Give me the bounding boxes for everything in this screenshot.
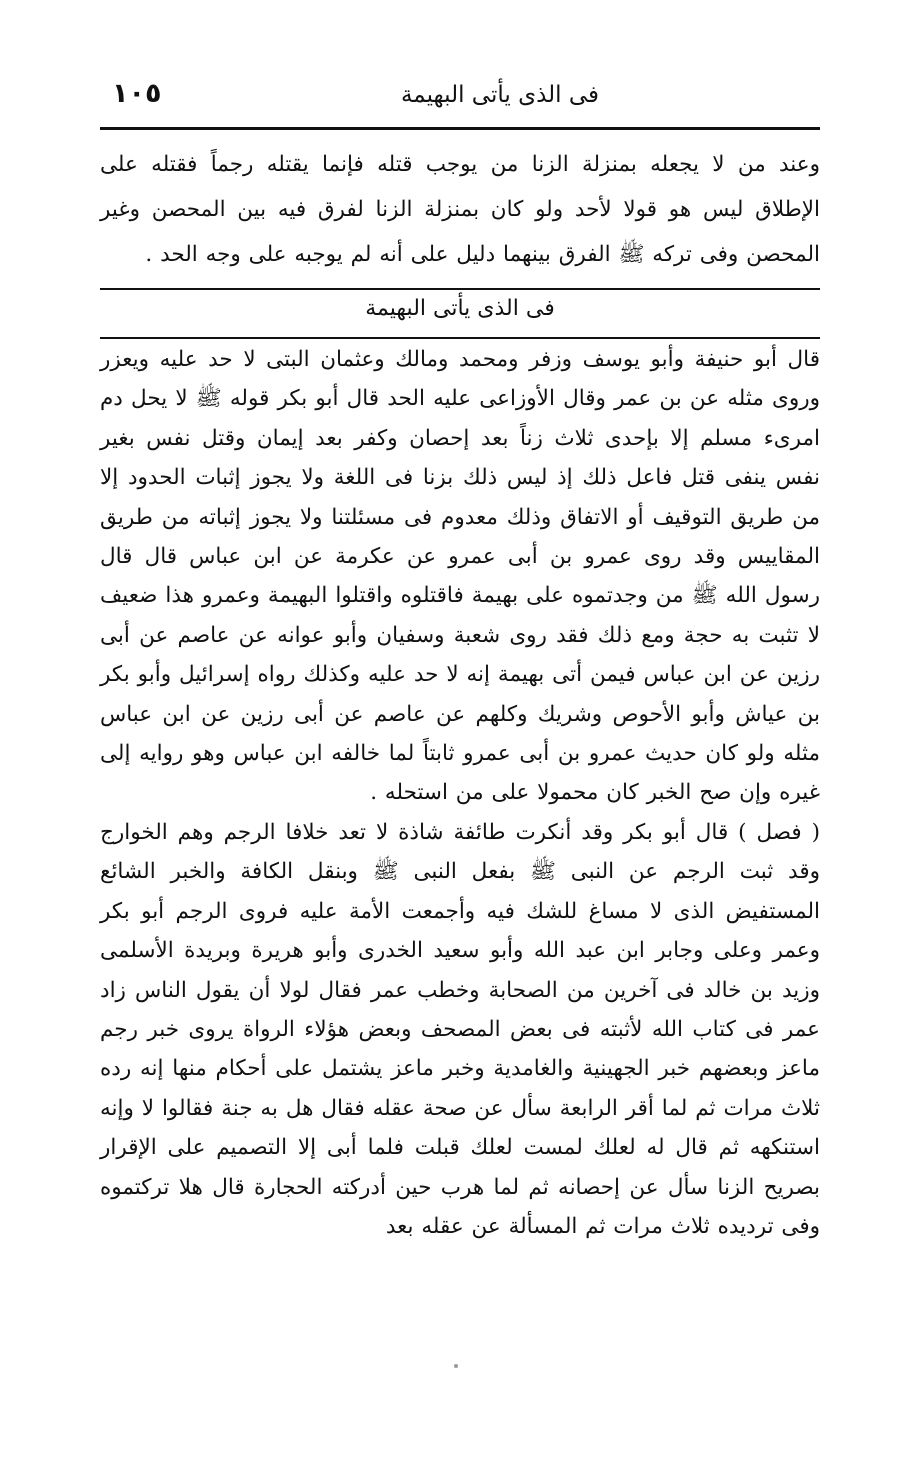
header-divider (100, 127, 820, 130)
page-number: ١٠٥ (112, 78, 162, 109)
section-divider-top (100, 288, 820, 290)
page-header (100, 78, 820, 118)
body-paragraph: قال أبو حنيفة وأبو يوسف وزفر ومحمد ومالك وعثمان البتى لا حد عليه ويعزر وروى مثله عن بن عمر وقال الأوزاعى عليه الحد قال أبو بكر قوله ﷺ لا يحل دم امرىء مسلم إلا بإحدى ثلاث زناً بعد إحصان وكفر بعد إيمان وقتل نفس بغير نفس ينفى قتل فاعل ذلك إذ ليس ذلك بزنا فى اللغة ولا يجوز إثبات الحدود إلا من طريق التوقيف أو الاتفاق وذلك معدوم فى مسئلتنا ولا يجوز إثباته من طريق المقاييس وقد روى عمرو بن أبى عمرو عن عكرمة عن ابن عباس قال قال رسول الله ﷺ من وجدتموه على بهيمة فاقتلوه واقتلوا البهيمة وعمرو هذا ضعيف لا تثبت به حجة ومع ذلك فقد روى شعبة وسفيان وأبو عوانه عن عاصم عن أبى رزين عن ابن عباس فيمن أتى بهيمة إنه لا حد عليه وكذلك رواه إسرائيل وأبو بكر بن عياش وأبو الأحوص وشريك وكلهم عن عاصم عن أبى رزين عن ابن عباس مثله ولو كان حديث عمرو بن أبى عمرو ثابتاً لما خالفه ابن عباس وهو روايه إلى غيره وإن صح الخبر كان محمولا على من استحله . (100, 347, 820, 806)
intro-paragraph (100, 142, 820, 277)
body-paragraph: ( فصل ) قال أبو بكر وقد أنكرت طائفة شاذة لا تعد خلافا الرجم وهم الخوارج وقد ثبت الرجم عن النبى ﷺ بفعل النبى ﷺ وبنقل الكافة والخبر الشائع المستفيض الذى لا مساغ للشك فيه وأجمعت الأمة عليه فروى الرجم أبو بكر وعمر وعلى وجابر ابن عبد الله وأبو سعيد الخدرى وأبو هريرة وبريدة الأسلمى وزيد بن خالد فى آخرين من الصحابة وخطب عمر فقال لولا أن يقول الناس زاد عمر فى كتاب الله لأثبته فى بعض المصحف وبعض هؤلاء الرواة يروى خبر رجم ماعز وبعضهم خبر الجهينية والغامدية وخبر ماعز يشتمل على أحكام منها إنه رده ثلاث مرات ثم لما أقر الرابعة سأل عن صحة عقله فقال هل به جنة فقالوا لا وإنه استنكهه ثم قال له لعلك لمست لعلك قبلت فلما أبى إلا التصميم على الإقرار بصريح الزنا سأل عن إحصانه ثم لما هرب حين أدركته الحجارة قال هلا تركتموه وفى ترديده ثلاث مرات ثم المسألة عن عقله بعد (100, 819, 820, 1239)
section-title: فى الذى يأتى البهيمة (365, 296, 555, 321)
scan-speck (454, 1364, 458, 1368)
section-body (100, 340, 820, 1246)
intro-paragraph-text: وعند من لا يجعله بمنزلة الزنا من يوجب قتله فإنما يقتله رجماً فقتله على الإطلاق ليس هو قولا لأحد ولو كان بمنزلة الزنا لفرق فيه بين المحصن وغير المحصن وفى تركه ﷺ الفرق بينهما دليل على أنه لم يوجبه على وجه الحد . (100, 152, 820, 267)
section-divider-bottom (100, 337, 820, 339)
running-title: فى الذى يأتى البهيمة (400, 82, 600, 108)
